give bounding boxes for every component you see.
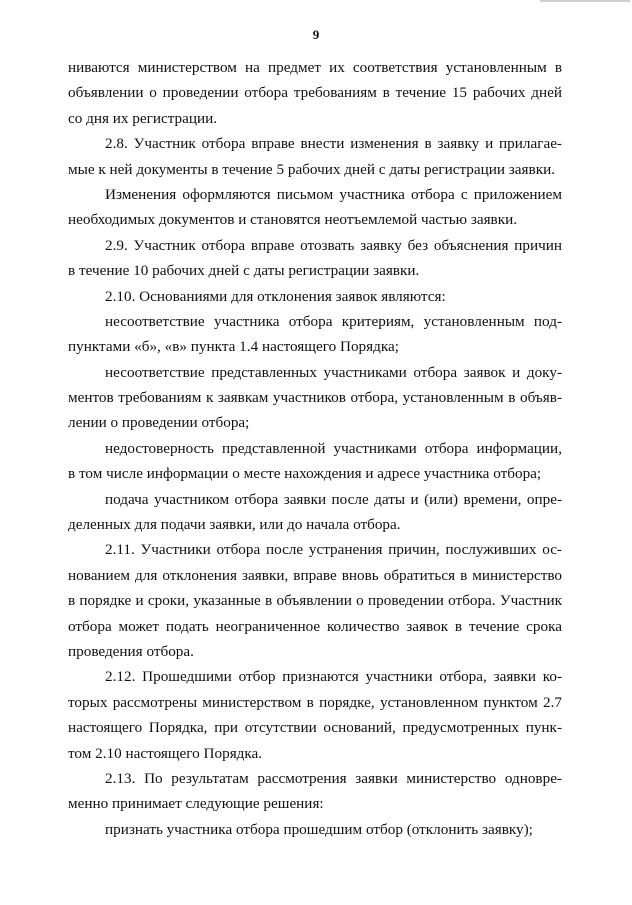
text-line: объявлении о проведении отбора требованиям в течение 15 рабочих дней	[68, 84, 562, 102]
text-line: лении о проведении отбора;	[68, 414, 250, 432]
text-line: Изменения оформляются письмом участника отбора с приложением	[105, 185, 562, 203]
text-line: несоответствие представленных участниками отбора заявок и доку-	[105, 363, 562, 381]
text-line: настоящего Порядка, при отсутствии оснований, предусмотренных пунк-	[68, 719, 562, 737]
text-line: мые к ней документы в течение 5 рабочих дней с даты регистрации заявки.	[68, 160, 556, 178]
text-line: 2.12. Прошедшими отбор признаются участники отбора, заявки ко-	[105, 668, 562, 686]
text-line: 2.9. Участник отбора вправе отозвать заявку без объяснения причин	[105, 236, 562, 254]
text-line: торых рассмотрены министерством в порядке, установленном пунктом 2.7	[68, 693, 562, 711]
text-line: 2.11. Участники отбора после устранения причин, послуживших ос-	[105, 541, 562, 559]
text-line: деленных для подачи заявки, или до начала отбора.	[68, 516, 401, 534]
scan-artifact-top-right	[540, 0, 630, 2]
text-line: том 2.10 настоящего Порядка.	[68, 744, 263, 762]
text-line: несоответствие участника отбора критериям, установленным под-	[105, 312, 562, 330]
text-line: пунктами «б», «в» пункта 1.4 настоящего Порядка;	[68, 338, 399, 356]
text-line: в порядке и сроки, указанные в объявлении о проведении отбора. Участник	[68, 592, 562, 610]
text-line: в том числе информации о месте нахождения и адресе участника отбора;	[68, 465, 542, 483]
text-line: в течение 10 рабочих дней с даты регистрации заявки.	[68, 262, 420, 280]
text-line: 2.10. Основаниями для отклонения заявок являются:	[105, 287, 446, 305]
text-line: ментов требованиям к заявкам участников отбора, установленным в объяв-	[68, 389, 562, 407]
text-line: 2.8. Участник отбора вправе внести изменения в заявку и прилагае-	[105, 135, 562, 153]
text-line: недостоверность представленной участниками отбора информации,	[105, 439, 562, 457]
text-line: отбора может подать неограниченное количество заявок в течение срока	[68, 617, 562, 635]
text-line: необходимых документов и становятся неотъемлемой частью заявки.	[68, 211, 518, 229]
document-body	[68, 55, 562, 842]
text-line: признать участника отбора прошедшим отбор (отклонить заявку);	[105, 820, 533, 838]
page-number: 9	[312, 27, 320, 42]
text-line: подача участником отбора заявки после даты и (или) времени, опре-	[105, 490, 562, 508]
text-line: проведения отбора.	[68, 642, 194, 660]
text-line: со дня их регистрации.	[68, 109, 218, 127]
text-line: 2.13. По результатам рассмотрения заявки министерство одновре-	[105, 769, 562, 787]
text-line: менно принимает следующие решения:	[68, 795, 324, 813]
text-line: ниваются министерством на предмет их соответствия установленным в	[68, 59, 562, 76]
text-line: нованием для отклонения заявки, вправе вновь обратиться в министерство	[68, 566, 562, 584]
